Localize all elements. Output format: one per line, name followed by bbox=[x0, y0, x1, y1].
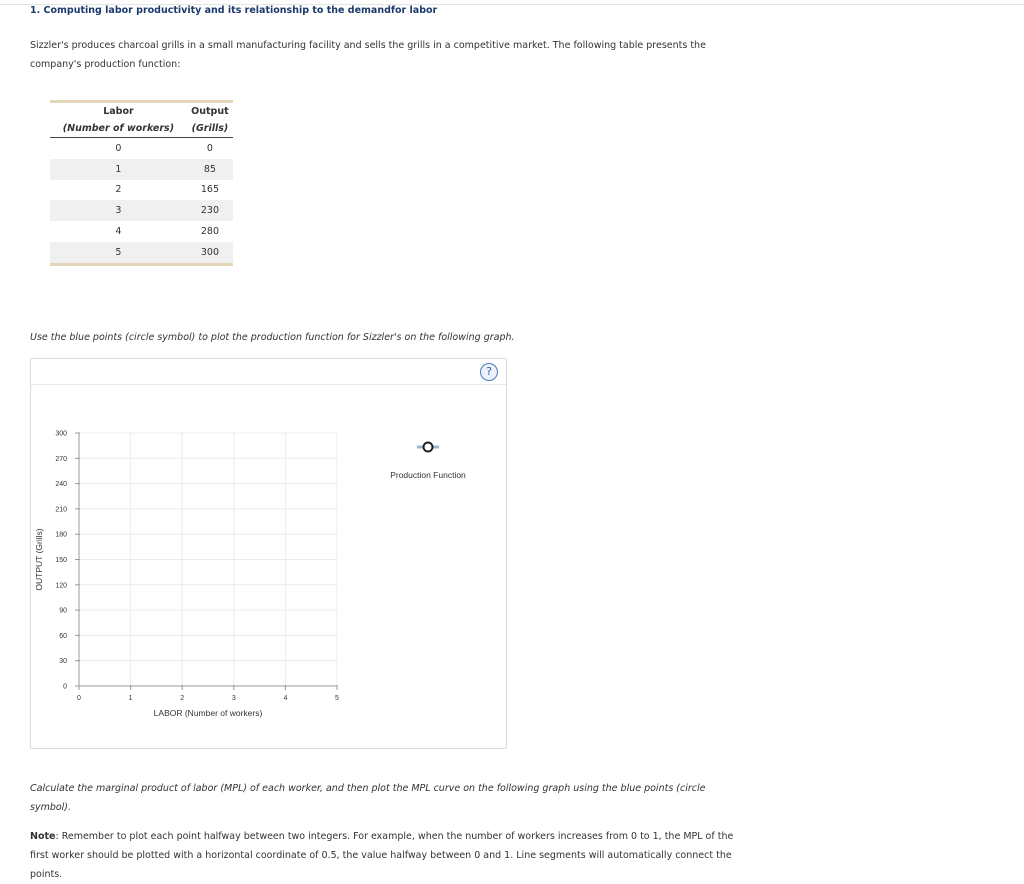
x-tick-label: 3 bbox=[231, 695, 236, 702]
graph-widget[interactable] bbox=[30, 358, 507, 749]
x-tick-label: 5 bbox=[335, 695, 339, 702]
labor-header: Labor bbox=[50, 102, 187, 121]
y-tick-label: 30 bbox=[59, 658, 67, 666]
axis-labels bbox=[34, 431, 339, 719]
production-function-chart[interactable] bbox=[31, 359, 506, 748]
table-row bbox=[50, 200, 233, 221]
note-line-2: first worker should be plotted with a horizontal coordinate of 0.5, the value halfway between 0 and 1. Line segments will automatically connect the bbox=[30, 850, 732, 861]
labor-subheader: (Number of workers) bbox=[50, 120, 187, 138]
mpl-instruction bbox=[30, 779, 750, 817]
output-cell: 280 bbox=[200, 226, 219, 238]
y-tick-label: 60 bbox=[59, 632, 67, 640]
y-tick-label: 240 bbox=[55, 481, 67, 489]
axes bbox=[75, 433, 337, 690]
output-subheader: (Grills) bbox=[187, 120, 233, 138]
labor-cell: 2 bbox=[115, 184, 122, 196]
output-cell: 300 bbox=[187, 242, 233, 264]
y-tick-label: 0 bbox=[63, 683, 67, 691]
note-line-1-text: : Remember to plot each point halfway between two integers. For example, when the number of workers increases from 0 to 1, the MPL of the bbox=[55, 831, 734, 842]
note-label: Note bbox=[30, 831, 56, 842]
table-row bbox=[50, 180, 233, 201]
table-row bbox=[50, 159, 233, 180]
y-axis-title: OUTPUT (Grills) bbox=[34, 528, 44, 591]
help-button[interactable]: ? bbox=[480, 363, 498, 381]
output-cell: 230 bbox=[187, 200, 233, 221]
y-tick-label: 90 bbox=[59, 607, 67, 615]
labor-cell: 4 bbox=[115, 226, 122, 238]
legend-label: Production Function bbox=[390, 470, 466, 480]
table-row bbox=[50, 138, 233, 159]
y-tick-label: 150 bbox=[55, 557, 67, 564]
labor-cell: 0 bbox=[115, 142, 122, 154]
production-table bbox=[50, 100, 233, 266]
y-tick-label: 210 bbox=[55, 506, 67, 514]
mpl-instruction-line-2: symbol). bbox=[30, 802, 72, 813]
intro-text bbox=[30, 36, 750, 74]
output-cell: 85 bbox=[187, 159, 233, 180]
note-line-3: points. bbox=[30, 869, 63, 880]
x-tick-label: 2 bbox=[180, 695, 185, 702]
note-text bbox=[30, 827, 750, 884]
mpl-instruction-line-1: Calculate the marginal product of labor (MPL) of each worker, and then plot the MPL curve on the following graph using the blue points (circle bbox=[30, 783, 706, 794]
intro-line-2: company's production function: bbox=[30, 59, 181, 70]
legend bbox=[390, 443, 466, 481]
labor-cell: 1 bbox=[50, 159, 187, 180]
x-tick-label: 4 bbox=[283, 695, 288, 702]
x-tick-label: 0 bbox=[77, 695, 81, 702]
labor-cell: 5 bbox=[50, 242, 187, 264]
y-tick-label: 180 bbox=[55, 531, 67, 539]
table-row bbox=[50, 242, 233, 264]
y-tick-label: 120 bbox=[55, 582, 67, 590]
legend-circle-marker-icon[interactable] bbox=[424, 443, 433, 452]
y-tick-label: 300 bbox=[55, 430, 67, 438]
table-row bbox=[50, 221, 233, 242]
note-line-1 bbox=[30, 827, 750, 846]
y-tick-label: 270 bbox=[55, 455, 67, 463]
intro-line-1: Sizzler's produces charcoal grills in a small manufacturing facility and sells the grills in a competitive market. The following table presents the bbox=[30, 40, 706, 51]
labor-cell: 3 bbox=[50, 200, 187, 221]
question-title: 1. Computing labor productivity and its relationship to the demandfor labor bbox=[30, 5, 438, 16]
grid bbox=[79, 433, 337, 686]
x-axis-title: LABOR (Number of workers) bbox=[153, 708, 263, 718]
x-tick-label: 1 bbox=[128, 695, 133, 702]
graph-instruction: Use the blue points (circle symbol) to plot the production function for Sizzler's on the following graph. bbox=[30, 332, 515, 343]
output-cell: 165 bbox=[200, 184, 219, 196]
output-header: Output bbox=[187, 102, 233, 121]
output-cell: 0 bbox=[206, 142, 213, 154]
